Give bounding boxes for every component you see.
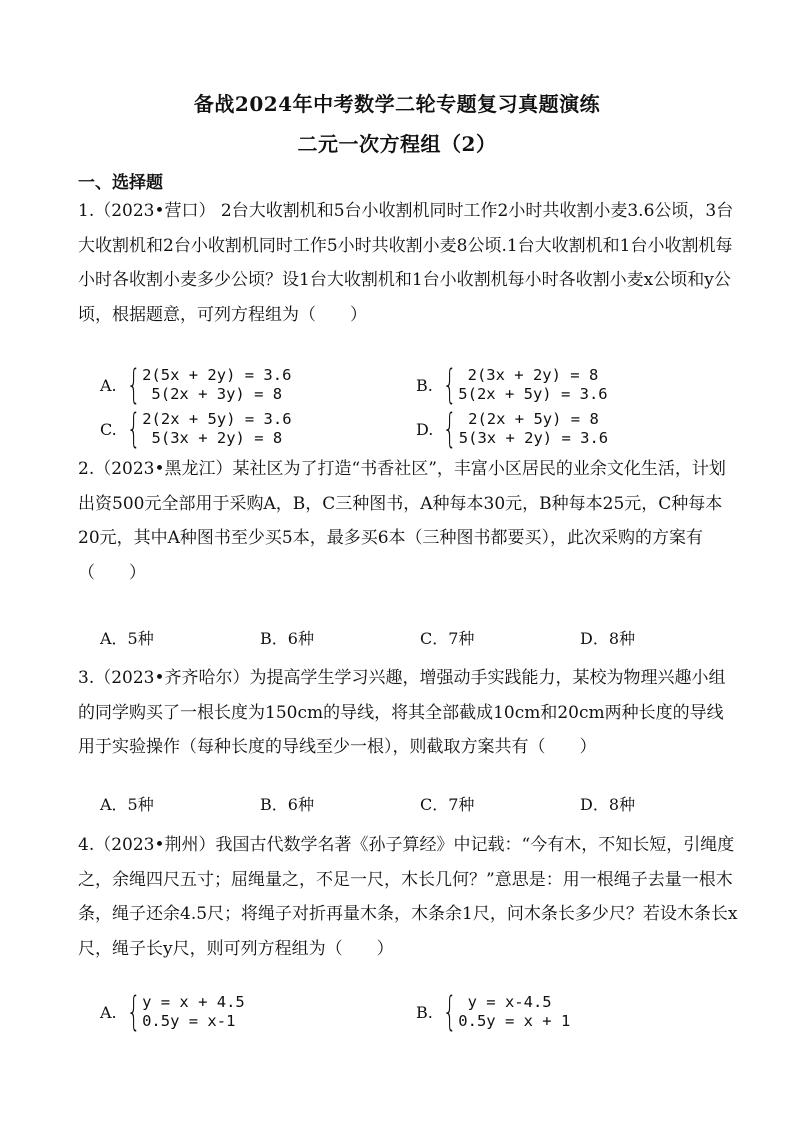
- q4-option-a: [100, 989, 245, 1035]
- brace-icon: {: [442, 989, 457, 1035]
- option-a: A．5种: [100, 795, 154, 814]
- option-label: D.: [416, 419, 434, 439]
- page-title: 备战2024年中考数学二轮专题复习真题演练: [193, 92, 601, 116]
- brace-icon: {: [443, 406, 458, 452]
- brace-icon: {: [126, 406, 141, 452]
- question-4-text: 4.（2023•荆州）我国古代数学名著《孙子算经》中记载：“今有木，不知长短，引绳度之，余绳四尺五寸；屈绳量之，不足一尺，木长几何？”意思是：用一根绳子去量一根木条，绳子还余4.5尺；将绳子对折再量木条，木条余1尺，问木条长多少尺？若设木条长x尺，绳子长y尺，则可列方程组为（ ）: [78, 835, 738, 959]
- option-c: C．7种: [420, 629, 475, 648]
- equation: y = x + 4.5: [142, 993, 245, 1011]
- q1-option-d: [416, 406, 609, 452]
- q1-option-a: [100, 362, 292, 408]
- equation: 5(2x + 5y) = 3.6: [458, 385, 608, 403]
- equation: 5(2x + 3y) = 8: [142, 385, 283, 403]
- option-b: B．6种: [260, 795, 314, 814]
- equation: 2(3x + 2y) = 8: [458, 366, 599, 384]
- equation: y = x-4.5: [458, 993, 552, 1011]
- equation: 0.5y = x-1: [142, 1012, 236, 1030]
- equation: 2(2x + 5y) = 3.6: [142, 410, 292, 428]
- equation: 0.5y = x + 1: [458, 1012, 571, 1030]
- question-1-text: 1.（2023•营口） 2台大收割机和5台小收割机同时工作2小时共收割小麦3.6公顷，3台大收割机和2台小收割机同时工作5小时共收割小麦8公顷.1台大收割机和1台小收割机每小时各收割小麦多少公顷？设1台大收割机和1台小收割机每小时各收割小麦x公顷和y公顷，根据题意，可列方程组为（ ）: [78, 201, 734, 325]
- q3-options: [100, 792, 740, 815]
- brace-icon: {: [126, 362, 141, 408]
- q1-option-c: [100, 406, 292, 452]
- section-heading: 一、选择题: [78, 173, 163, 193]
- option-c: C．7种: [420, 795, 475, 814]
- option-label: B.: [416, 1002, 433, 1022]
- equation: 2(5x + 2y) = 3.6: [142, 366, 292, 384]
- equation: 5(3x + 2y) = 8: [142, 429, 283, 447]
- q2-options: [100, 626, 740, 649]
- equation: 2(2x + 5y) = 8: [458, 410, 599, 428]
- question-3-text: 3.（2023•齐齐哈尔）为提高学生学习兴趣，增强动手实践能力，某校为物理兴趣小组的同学购买了一根长度为150cm的导线，将其全部截成10cm和20cm两种长度的导线用于实验操作（每种长度的导线至少一根），则截取方案共有（ ）: [78, 668, 726, 757]
- page-subtitle: 二元一次方程组（2）: [297, 132, 497, 156]
- equation: 5(3x + 2y) = 3.6: [458, 429, 609, 447]
- q4-option-b: [416, 989, 571, 1035]
- option-d: D．8种: [580, 629, 636, 648]
- brace-icon: {: [126, 989, 141, 1035]
- option-label: A.: [100, 1002, 117, 1022]
- question-2-text: 2.（2023•黑龙江）某社区为了打造“书香社区”，丰富小区居民的业余文化生活，计划出资500元全部用于采购A，B，C三种图书，A种每本30元，B种每本25元，C种每本20元，其中A种图书至少买5本，最多买6本（三种图书都要买），此次采购的方案有（ ）: [78, 459, 726, 583]
- option-b: B．6种: [260, 629, 314, 648]
- option-label: A.: [100, 375, 117, 395]
- option-label: C.: [100, 419, 117, 439]
- option-label: B.: [416, 375, 433, 395]
- option-d: D．8种: [580, 795, 636, 814]
- q1-option-b: [416, 362, 608, 408]
- brace-icon: {: [442, 362, 457, 408]
- option-a: A．5种: [100, 629, 154, 648]
